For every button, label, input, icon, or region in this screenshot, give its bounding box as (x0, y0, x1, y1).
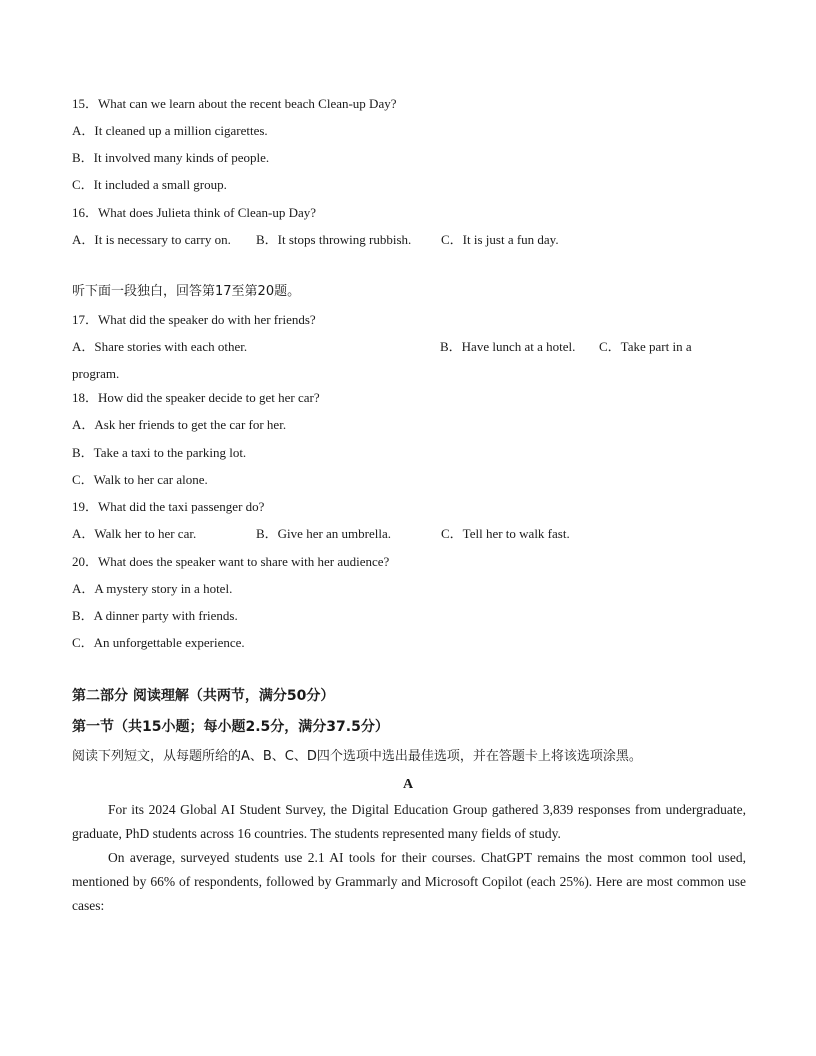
question-20: 20．What does the speaker want to share with her audience? (72, 554, 390, 569)
q15-option-b: B．It involved many kinds of people. (72, 150, 270, 165)
q16-option-b: B．It stops throwing rubbish. (256, 232, 412, 247)
q20-option-a: A．A mystery story in a hotel. (72, 581, 233, 596)
question-18: 18．How did the speaker decide to get her car? (72, 390, 320, 405)
passage-label: A (402, 777, 414, 792)
q18-option-a: A．Ask her friends to get the car for her. (72, 417, 287, 432)
q20-option-c: C．An unforgettable experience. (72, 635, 245, 650)
q16-option-c: C．It is just a fun day. (441, 232, 559, 247)
q19-option-a: A．Walk her to her car. (72, 526, 197, 541)
q18-option-c: C．Walk to her car alone. (72, 472, 208, 487)
q15-option-a: A．It cleaned up a million cigarettes. (72, 123, 268, 138)
monologue-instruction: 听下面一段独白，回答第17至第20题。 (72, 284, 301, 299)
q19-option-b: B．Give her an umbrella. (256, 526, 392, 541)
q20-option-b: B．A dinner party with friends. (72, 608, 238, 623)
q16-option-a: A．It is necessary to carry on. (72, 232, 231, 247)
q15-option-c: C．It included a small group. (72, 177, 227, 192)
q17-option-c: C．Take part in a (599, 339, 692, 354)
question-15: 15．What can we learn about the recent beach Clean-up Day? (72, 96, 397, 111)
q17-option-a: A．Share stories with each other. (72, 339, 248, 354)
q17-option-c-continued: program. (72, 366, 120, 381)
question-16: 16．What does Julieta think of Clean-up Day? (72, 205, 317, 220)
part-title: 第二部分 阅读理解（共两节，满分50分） (72, 688, 335, 704)
section-title: 第一节（共15小题；每小题2.5分，满分37.5分） (72, 719, 389, 735)
q18-option-b: B．Take a taxi to the parking lot. (72, 445, 247, 460)
question-17: 17．What did the speaker do with her friends? (72, 312, 316, 327)
question-19: 19．What did the taxi passenger do? (72, 499, 265, 514)
passage-paragraph-1: For its 2024 Global AI Student Survey, the Digital Education Group gathered 3,839 responses from undergraduate, graduate, PhD students across 16 countries. The students represented many fields of study. (72, 802, 746, 841)
q19-option-c: C．Tell her to walk fast. (441, 526, 570, 541)
q17-option-b: B．Have lunch at a hotel. (440, 339, 576, 354)
passage-paragraph-2: On average, surveyed students use 2.1 AI tools for their courses. ChatGPT remains the most common tool used, mentioned by 66% of respondents, followed by Grammarly and Microsoft Copilot (each 25%). Here are most common use cases: (72, 850, 746, 913)
reading-instructions: 阅读下列短文，从每题所给的A、B、C、D四个选项中选出最佳选项，并在答题卡上将该选项涂黑。 (72, 749, 642, 764)
